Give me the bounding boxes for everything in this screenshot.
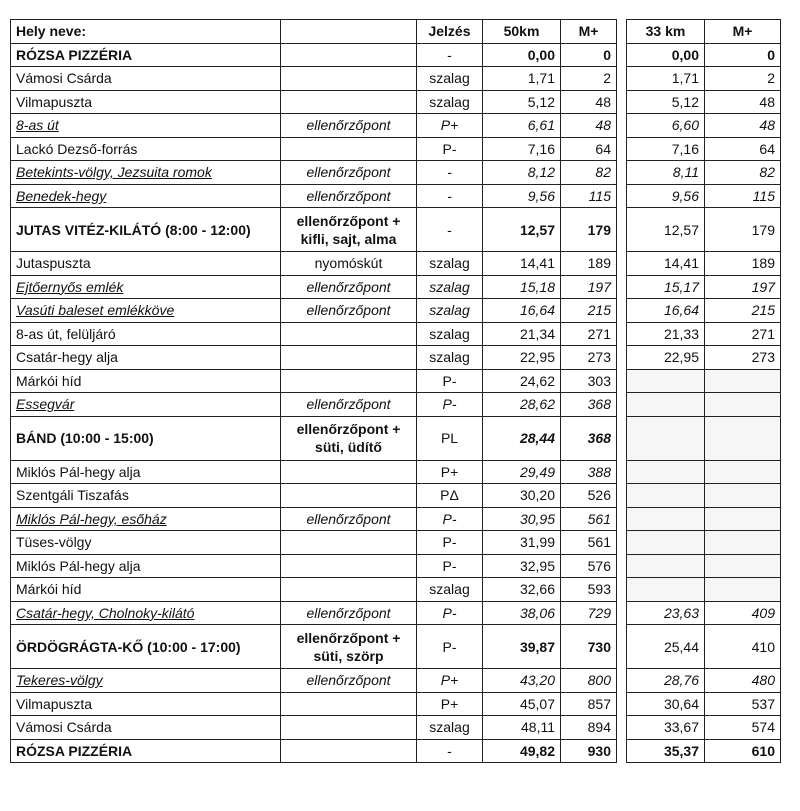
- trail-mark: szalag: [417, 252, 483, 276]
- location-name: 8-as út, felüljáró: [11, 322, 281, 346]
- location-name: JUTAS VITÉZ-KILÁTÓ (8:00 - 12:00): [11, 208, 281, 252]
- distance-33km: 30,64: [627, 692, 705, 716]
- checkpoint-note: [281, 67, 417, 91]
- table-row: [11, 43, 781, 67]
- distance-50km: 38,06: [483, 601, 561, 625]
- distance-33km: 9,56: [627, 184, 705, 208]
- distance-50km: 6,61: [483, 114, 561, 138]
- table-row: [11, 369, 781, 393]
- elevation-50km: 273: [561, 346, 617, 370]
- column-gap: [617, 43, 627, 67]
- distance-33km: 15,17: [627, 275, 705, 299]
- distance-33km: 0,00: [627, 43, 705, 67]
- distance-33km: 28,76: [627, 669, 705, 693]
- elevation-50km: 2: [561, 67, 617, 91]
- elevation-50km: 526: [561, 484, 617, 508]
- distance-50km: 1,71: [483, 67, 561, 91]
- column-gap: [617, 531, 627, 555]
- distance-33km: [627, 393, 705, 417]
- table-row: [11, 739, 781, 763]
- distance-50km: 21,34: [483, 322, 561, 346]
- checkpoint-note: [281, 578, 417, 602]
- trail-mark: P+: [417, 114, 483, 138]
- distance-50km: 32,95: [483, 554, 561, 578]
- elevation-50km: 215: [561, 299, 617, 323]
- trail-mark: P-: [417, 393, 483, 417]
- checkpoint-note: [281, 416, 417, 460]
- trail-mark: P-: [417, 625, 483, 669]
- distance-33km: 7,16: [627, 137, 705, 161]
- distance-50km: 32,66: [483, 578, 561, 602]
- elevation-33km: 537: [705, 692, 781, 716]
- table-row: [11, 507, 781, 531]
- elevation-50km: 576: [561, 554, 617, 578]
- elevation-33km: 115: [705, 184, 781, 208]
- table-row: [11, 114, 781, 138]
- column-gap: [617, 625, 627, 669]
- table-row: [11, 299, 781, 323]
- header-row: [11, 20, 781, 44]
- location-name: ÖRDÖGRÁGTA-KŐ (10:00 - 17:00): [11, 625, 281, 669]
- column-gap: [617, 507, 627, 531]
- distance-33km: 12,57: [627, 208, 705, 252]
- table-row: [11, 208, 781, 252]
- table-row: [11, 67, 781, 91]
- table-row: [11, 531, 781, 555]
- distance-33km: 14,41: [627, 252, 705, 276]
- elevation-33km: 197: [705, 275, 781, 299]
- trail-mark: PΔ: [417, 484, 483, 508]
- elevation-33km: 64: [705, 137, 781, 161]
- distance-50km: 31,99: [483, 531, 561, 555]
- checkpoint-note-line-1: ellenőrzőpont +: [296, 421, 401, 437]
- table-row: [11, 393, 781, 417]
- elevation-50km: 930: [561, 739, 617, 763]
- elevation-33km: 574: [705, 716, 781, 740]
- distance-50km: 22,95: [483, 346, 561, 370]
- header-distance-33: 33 km: [627, 20, 705, 44]
- trail-mark: PL: [417, 416, 483, 460]
- elevation-50km: 561: [561, 507, 617, 531]
- checkpoint-note-line-2: süti, üdítő: [315, 439, 382, 455]
- location-name: Szentgáli Tiszafás: [11, 484, 281, 508]
- table-row: [11, 416, 781, 460]
- column-gap: [617, 716, 627, 740]
- elevation-50km: 857: [561, 692, 617, 716]
- table-row: [11, 460, 781, 484]
- checkpoint-note: ellenőrzőpont: [281, 299, 417, 323]
- location-name: Vámosi Csárda: [11, 716, 281, 740]
- location-name: Márkói híd: [11, 369, 281, 393]
- location-name: RÓZSA PIZZÉRIA: [11, 739, 281, 763]
- elevation-33km: 179: [705, 208, 781, 252]
- elevation-33km: [705, 578, 781, 602]
- location-name: Miklós Pál-hegy, esőház: [11, 507, 281, 531]
- column-gap: [617, 669, 627, 693]
- distance-33km: 8,11: [627, 161, 705, 185]
- distance-50km: 29,49: [483, 460, 561, 484]
- checkpoint-note: [281, 531, 417, 555]
- distance-50km: 45,07: [483, 692, 561, 716]
- elevation-33km: [705, 484, 781, 508]
- distance-33km: [627, 484, 705, 508]
- header-mark: Jelzés: [417, 20, 483, 44]
- table-row: [11, 322, 781, 346]
- location-name: 8-as út: [11, 114, 281, 138]
- elevation-50km: 64: [561, 137, 617, 161]
- column-gap: [617, 184, 627, 208]
- trail-mark: -: [417, 208, 483, 252]
- column-gap: [617, 137, 627, 161]
- elevation-50km: 179: [561, 208, 617, 252]
- location-name: Lackó Dezső-forrás: [11, 137, 281, 161]
- checkpoint-note: [281, 484, 417, 508]
- checkpoint-note-line-2: kifli, sajt, alma: [300, 230, 397, 247]
- checkpoint-note: [281, 692, 417, 716]
- elevation-33km: [705, 416, 781, 460]
- column-gap: [617, 208, 627, 252]
- column-gap: [617, 90, 627, 114]
- column-gap: [617, 369, 627, 393]
- checkpoint-note: ellenőrzőpont: [281, 393, 417, 417]
- elevation-33km: 189: [705, 252, 781, 276]
- trail-mark: P+: [417, 692, 483, 716]
- elevation-50km: 115: [561, 184, 617, 208]
- column-gap: [617, 252, 627, 276]
- checkpoint-note: [281, 554, 417, 578]
- route-table-wrapper: [10, 19, 781, 763]
- table-row: [11, 161, 781, 185]
- location-name: Jutaspuszta: [11, 252, 281, 276]
- location-name: Vasúti baleset emlékköve: [11, 299, 281, 323]
- column-gap: [617, 484, 627, 508]
- trail-mark: szalag: [417, 67, 483, 91]
- column-gap: [617, 20, 627, 44]
- location-name: Essegvár: [11, 393, 281, 417]
- elevation-50km: 730: [561, 625, 617, 669]
- elevation-50km: 0: [561, 43, 617, 67]
- checkpoint-note: [281, 322, 417, 346]
- column-gap: [617, 275, 627, 299]
- checkpoint-note: ellenőrzőpont: [281, 184, 417, 208]
- location-name: Benedek-hegy: [11, 184, 281, 208]
- elevation-50km: 82: [561, 161, 617, 185]
- checkpoint-note: [281, 460, 417, 484]
- trail-mark: P-: [417, 369, 483, 393]
- trail-mark: P-: [417, 531, 483, 555]
- trail-mark: szalag: [417, 275, 483, 299]
- trail-mark: P+: [417, 669, 483, 693]
- trail-mark: szalag: [417, 346, 483, 370]
- distance-50km: 39,87: [483, 625, 561, 669]
- elevation-33km: [705, 393, 781, 417]
- table-row: [11, 554, 781, 578]
- table-row: [11, 484, 781, 508]
- distance-50km: 7,16: [483, 137, 561, 161]
- column-gap: [617, 739, 627, 763]
- trail-mark: -: [417, 43, 483, 67]
- checkpoint-note-line-2: süti, szörp: [313, 647, 384, 664]
- elevation-50km: 368: [561, 416, 617, 460]
- distance-50km: 0,00: [483, 43, 561, 67]
- distance-33km: [627, 507, 705, 531]
- distance-50km: 49,82: [483, 739, 561, 763]
- location-name: Tekeres-völgy: [11, 669, 281, 693]
- elevation-50km: 48: [561, 114, 617, 138]
- elevation-50km: 388: [561, 460, 617, 484]
- header-name: Hely neve:: [11, 20, 281, 44]
- distance-33km: [627, 578, 705, 602]
- checkpoint-note: [281, 369, 417, 393]
- location-name: Vámosi Csárda: [11, 67, 281, 91]
- checkpoint-note: nyomóskút: [281, 252, 417, 276]
- location-name: Ejtőernyős emlék: [11, 275, 281, 299]
- location-name: Márkói híd: [11, 578, 281, 602]
- elevation-33km: 271: [705, 322, 781, 346]
- distance-50km: 12,57: [483, 208, 561, 252]
- distance-50km: 5,12: [483, 90, 561, 114]
- location-name: Vilmapuszta: [11, 90, 281, 114]
- elevation-50km: 271: [561, 322, 617, 346]
- distance-50km: 30,20: [483, 484, 561, 508]
- table-row: [11, 716, 781, 740]
- distance-33km: 6,60: [627, 114, 705, 138]
- location-name: BÁND (10:00 - 15:00): [11, 416, 281, 460]
- table-row: [11, 252, 781, 276]
- checkpoint-note: [281, 346, 417, 370]
- column-gap: [617, 299, 627, 323]
- column-gap: [617, 114, 627, 138]
- column-gap: [617, 692, 627, 716]
- distance-33km: 23,63: [627, 601, 705, 625]
- column-gap: [617, 554, 627, 578]
- elevation-33km: 409: [705, 601, 781, 625]
- checkpoint-note-line-1: ellenőrzőpont +: [296, 629, 401, 646]
- trail-mark: P+: [417, 460, 483, 484]
- location-name: RÓZSA PIZZÉRIA: [11, 43, 281, 67]
- column-gap: [617, 67, 627, 91]
- location-name: Csatár-hegy alja: [11, 346, 281, 370]
- trail-mark: szalag: [417, 578, 483, 602]
- distance-50km: 43,20: [483, 669, 561, 693]
- column-gap: [617, 416, 627, 460]
- distance-50km: 48,11: [483, 716, 561, 740]
- table-row: [11, 346, 781, 370]
- table-row: [11, 578, 781, 602]
- elevation-50km: 48: [561, 90, 617, 114]
- table-row: [11, 137, 781, 161]
- elevation-50km: 561: [561, 531, 617, 555]
- checkpoint-note: [281, 716, 417, 740]
- elevation-33km: 2: [705, 67, 781, 91]
- distance-50km: 15,18: [483, 275, 561, 299]
- elevation-50km: 189: [561, 252, 617, 276]
- elevation-33km: [705, 531, 781, 555]
- table-row: [11, 90, 781, 114]
- checkpoint-note: ellenőrzőpont: [281, 114, 417, 138]
- elevation-33km: 273: [705, 346, 781, 370]
- table-row: [11, 601, 781, 625]
- elevation-33km: 215: [705, 299, 781, 323]
- table-row: [11, 625, 781, 669]
- distance-33km: 5,12: [627, 90, 705, 114]
- distance-50km: 14,41: [483, 252, 561, 276]
- distance-33km: [627, 554, 705, 578]
- location-name: Miklós Pál-hegy alja: [11, 554, 281, 578]
- trail-mark: szalag: [417, 716, 483, 740]
- elevation-33km: 82: [705, 161, 781, 185]
- elevation-33km: 410: [705, 625, 781, 669]
- distance-33km: [627, 460, 705, 484]
- trail-mark: szalag: [417, 322, 483, 346]
- column-gap: [617, 601, 627, 625]
- elevation-50km: 197: [561, 275, 617, 299]
- location-name: Betekints-völgy, Jezsuita romok: [11, 161, 281, 185]
- elevation-33km: 610: [705, 739, 781, 763]
- elevation-33km: [705, 507, 781, 531]
- location-name: Csatár-hegy, Cholnoky-kilátó: [11, 601, 281, 625]
- route-table: [10, 19, 781, 763]
- elevation-50km: 368: [561, 393, 617, 417]
- column-gap: [617, 322, 627, 346]
- elevation-33km: [705, 369, 781, 393]
- distance-33km: [627, 369, 705, 393]
- elevation-33km: 48: [705, 114, 781, 138]
- table-row: [11, 692, 781, 716]
- distance-33km: 35,37: [627, 739, 705, 763]
- checkpoint-note: [281, 739, 417, 763]
- column-gap: [617, 460, 627, 484]
- trail-mark: -: [417, 161, 483, 185]
- distance-33km: [627, 416, 705, 460]
- distance-50km: 8,12: [483, 161, 561, 185]
- location-name: Vilmapuszta: [11, 692, 281, 716]
- trail-mark: -: [417, 739, 483, 763]
- trail-mark: P-: [417, 507, 483, 531]
- checkpoint-note: [281, 208, 417, 252]
- checkpoint-note: ellenőrzőpont: [281, 669, 417, 693]
- checkpoint-note: ellenőrzőpont: [281, 161, 417, 185]
- trail-mark: -: [417, 184, 483, 208]
- checkpoint-note: ellenőrzőpont: [281, 601, 417, 625]
- location-name: Miklós Pál-hegy alja: [11, 460, 281, 484]
- distance-50km: 24,62: [483, 369, 561, 393]
- distance-50km: 16,64: [483, 299, 561, 323]
- table-row: [11, 669, 781, 693]
- distance-33km: 1,71: [627, 67, 705, 91]
- checkpoint-note: ellenőrzőpont: [281, 275, 417, 299]
- trail-mark: P-: [417, 601, 483, 625]
- trail-mark: szalag: [417, 299, 483, 323]
- column-gap: [617, 346, 627, 370]
- elevation-33km: [705, 460, 781, 484]
- checkpoint-note: [281, 90, 417, 114]
- checkpoint-note: [281, 137, 417, 161]
- elevation-50km: 729: [561, 601, 617, 625]
- distance-50km: 30,95: [483, 507, 561, 531]
- checkpoint-note-line-1: ellenőrzőpont +: [296, 212, 401, 229]
- distance-50km: 28,44: [483, 416, 561, 460]
- header-distance-50: 50km: [483, 20, 561, 44]
- elevation-50km: 303: [561, 369, 617, 393]
- elevation-33km: [705, 554, 781, 578]
- checkpoint-note: ellenőrzőpont: [281, 507, 417, 531]
- distance-33km: 16,64: [627, 299, 705, 323]
- trail-mark: P-: [417, 137, 483, 161]
- elevation-33km: 0: [705, 43, 781, 67]
- header-note: [281, 20, 417, 44]
- header-elevation-50: M+: [561, 20, 617, 44]
- location-name: Tüses-völgy: [11, 531, 281, 555]
- column-gap: [617, 578, 627, 602]
- distance-33km: 25,44: [627, 625, 705, 669]
- distance-50km: 9,56: [483, 184, 561, 208]
- elevation-33km: 480: [705, 669, 781, 693]
- header-elevation-33: M+: [705, 20, 781, 44]
- table-row: [11, 275, 781, 299]
- checkpoint-note: [281, 43, 417, 67]
- elevation-50km: 800: [561, 669, 617, 693]
- elevation-50km: 593: [561, 578, 617, 602]
- elevation-33km: 48: [705, 90, 781, 114]
- distance-33km: 21,33: [627, 322, 705, 346]
- column-gap: [617, 393, 627, 417]
- trail-mark: szalag: [417, 90, 483, 114]
- distance-33km: 33,67: [627, 716, 705, 740]
- table-row: [11, 184, 781, 208]
- elevation-50km: 894: [561, 716, 617, 740]
- column-gap: [617, 161, 627, 185]
- distance-50km: 28,62: [483, 393, 561, 417]
- distance-33km: [627, 531, 705, 555]
- distance-33km: 22,95: [627, 346, 705, 370]
- trail-mark: P-: [417, 554, 483, 578]
- checkpoint-note: [281, 625, 417, 669]
